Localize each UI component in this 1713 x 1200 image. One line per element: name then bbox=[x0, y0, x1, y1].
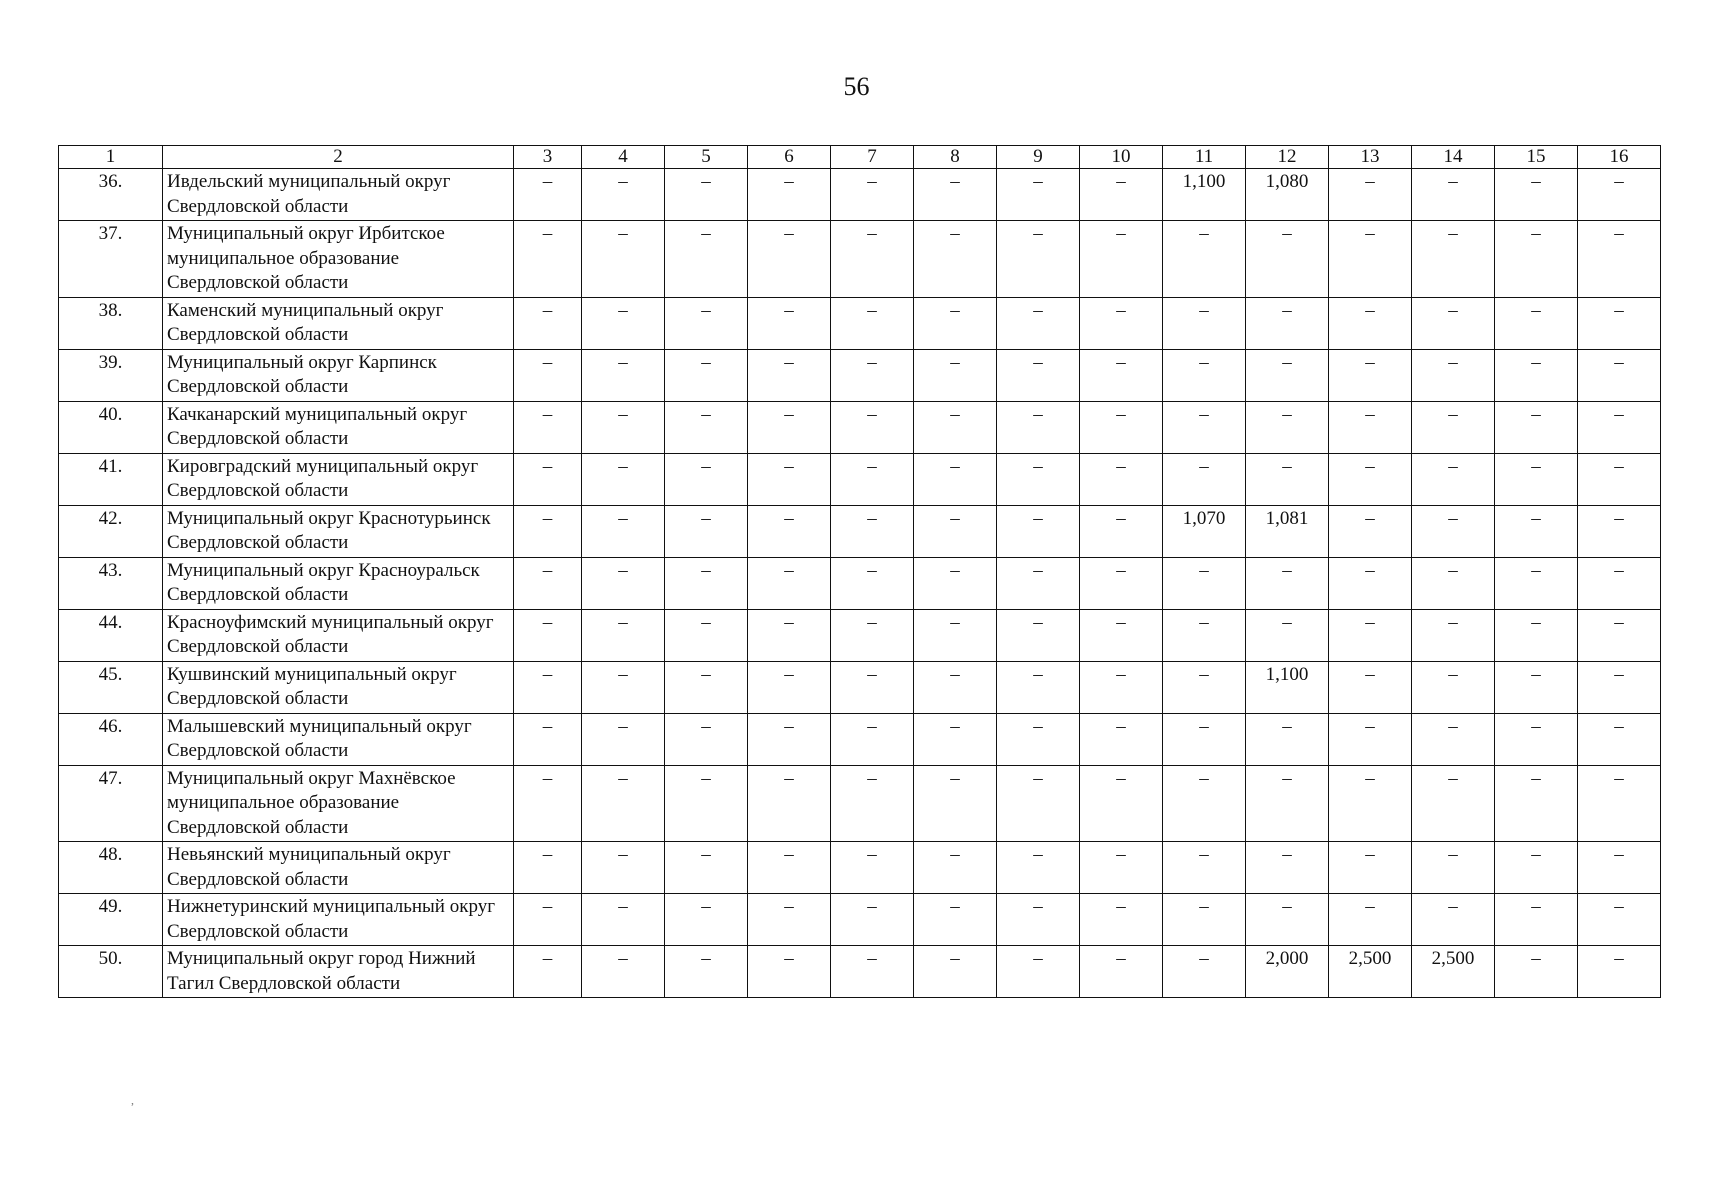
value-cell-col-7: – bbox=[831, 169, 914, 221]
value-cell-col-16: – bbox=[1578, 169, 1661, 221]
value-cell-col-14: – bbox=[1412, 505, 1495, 557]
value-cell-col-7: – bbox=[831, 842, 914, 894]
value-cell-col-6: – bbox=[748, 453, 831, 505]
municipality-name: Муниципальный округ Ирбитское муниципальное образование Свердловской области bbox=[163, 221, 514, 298]
table-row bbox=[59, 505, 1661, 557]
column-number-2: 2 bbox=[163, 146, 514, 169]
value-cell-col-3: – bbox=[514, 297, 582, 349]
value-cell-col-8: – bbox=[914, 609, 997, 661]
value-cell-col-12: – bbox=[1246, 765, 1329, 842]
value-cell-col-12: – bbox=[1246, 557, 1329, 609]
value-cell-col-10: – bbox=[1080, 349, 1163, 401]
value-cell-col-4: – bbox=[582, 349, 665, 401]
value-cell-col-5: – bbox=[665, 453, 748, 505]
value-cell-col-7: – bbox=[831, 401, 914, 453]
value-cell-col-3: – bbox=[514, 765, 582, 842]
value-cell-col-9: – bbox=[997, 221, 1080, 298]
value-cell-col-13: – bbox=[1329, 842, 1412, 894]
value-cell-col-15: – bbox=[1495, 765, 1578, 842]
value-cell-col-16: – bbox=[1578, 609, 1661, 661]
value-cell-col-9: – bbox=[997, 713, 1080, 765]
value-cell-col-13: – bbox=[1329, 297, 1412, 349]
value-cell-col-11: – bbox=[1163, 297, 1246, 349]
value-cell-col-11: – bbox=[1163, 349, 1246, 401]
value-cell-col-5: – bbox=[665, 505, 748, 557]
page-number: 56 bbox=[843, 72, 870, 101]
value-cell-col-4: – bbox=[582, 661, 665, 713]
row-number: 46. bbox=[59, 713, 163, 765]
value-cell-col-14: – bbox=[1412, 713, 1495, 765]
municipality-name: Невьянский муниципальный округ Свердловской области bbox=[163, 842, 514, 894]
value-cell-col-6: – bbox=[748, 661, 831, 713]
value-cell-col-12: – bbox=[1246, 349, 1329, 401]
value-cell-col-8: – bbox=[914, 453, 997, 505]
value-cell-col-15: – bbox=[1495, 842, 1578, 894]
value-cell-col-10: – bbox=[1080, 169, 1163, 221]
value-cell-col-6: – bbox=[748, 765, 831, 842]
value-cell-col-12: – bbox=[1246, 297, 1329, 349]
value-cell-col-13: – bbox=[1329, 661, 1412, 713]
value-cell-col-6: – bbox=[748, 505, 831, 557]
value-cell-col-9: – bbox=[997, 609, 1080, 661]
value-cell-col-10: – bbox=[1080, 661, 1163, 713]
value-cell-col-11: – bbox=[1163, 894, 1246, 946]
value-cell-col-13: – bbox=[1329, 557, 1412, 609]
row-number: 38. bbox=[59, 297, 163, 349]
value-cell-col-15: – bbox=[1495, 946, 1578, 998]
row-number: 43. bbox=[59, 557, 163, 609]
value-cell-col-16: – bbox=[1578, 661, 1661, 713]
value-cell-col-6: – bbox=[748, 609, 831, 661]
column-number-5: 5 bbox=[665, 146, 748, 169]
column-number-14: 14 bbox=[1412, 146, 1495, 169]
value-cell-col-10: – bbox=[1080, 946, 1163, 998]
value-cell-col-8: – bbox=[914, 765, 997, 842]
value-cell-col-13: 2,500 bbox=[1329, 946, 1412, 998]
row-number: 44. bbox=[59, 609, 163, 661]
municipality-name: Кушвинский муниципальный округ Свердловской области bbox=[163, 661, 514, 713]
value-cell-col-7: – bbox=[831, 297, 914, 349]
row-number: 42. bbox=[59, 505, 163, 557]
value-cell-col-4: – bbox=[582, 765, 665, 842]
value-cell-col-3: – bbox=[514, 713, 582, 765]
value-cell-col-7: – bbox=[831, 946, 914, 998]
row-number: 36. bbox=[59, 169, 163, 221]
row-number: 45. bbox=[59, 661, 163, 713]
value-cell-col-9: – bbox=[997, 765, 1080, 842]
value-cell-col-7: – bbox=[831, 765, 914, 842]
table-row bbox=[59, 842, 1661, 894]
value-cell-col-14: – bbox=[1412, 297, 1495, 349]
value-cell-col-8: – bbox=[914, 713, 997, 765]
row-number: 39. bbox=[59, 349, 163, 401]
value-cell-col-4: – bbox=[582, 297, 665, 349]
column-number-12: 12 bbox=[1246, 146, 1329, 169]
value-cell-col-11: – bbox=[1163, 453, 1246, 505]
value-cell-col-13: – bbox=[1329, 349, 1412, 401]
value-cell-col-10: – bbox=[1080, 453, 1163, 505]
value-cell-col-5: – bbox=[665, 842, 748, 894]
column-number-6: 6 bbox=[748, 146, 831, 169]
value-cell-col-5: – bbox=[665, 221, 748, 298]
row-number: 40. bbox=[59, 401, 163, 453]
column-number-11: 11 bbox=[1163, 146, 1246, 169]
value-cell-col-3: – bbox=[514, 505, 582, 557]
value-cell-col-7: – bbox=[831, 609, 914, 661]
value-cell-col-3: – bbox=[514, 946, 582, 998]
value-cell-col-16: – bbox=[1578, 297, 1661, 349]
value-cell-col-13: – bbox=[1329, 221, 1412, 298]
municipality-name: Муниципальный округ Махнёвское муниципальное образование Свердловской области bbox=[163, 765, 514, 842]
value-cell-col-6: – bbox=[748, 349, 831, 401]
value-cell-col-12: 1,080 bbox=[1246, 169, 1329, 221]
value-cell-col-11: – bbox=[1163, 713, 1246, 765]
value-cell-col-10: – bbox=[1080, 221, 1163, 298]
value-cell-col-9: – bbox=[997, 401, 1080, 453]
value-cell-col-4: – bbox=[582, 169, 665, 221]
row-number: 50. bbox=[59, 946, 163, 998]
value-cell-col-11: – bbox=[1163, 946, 1246, 998]
row-number: 49. bbox=[59, 894, 163, 946]
value-cell-col-7: – bbox=[831, 661, 914, 713]
municipality-name: Кировградский муниципальный округ Свердловской области bbox=[163, 453, 514, 505]
value-cell-col-16: – bbox=[1578, 557, 1661, 609]
table-row bbox=[59, 297, 1661, 349]
value-cell-col-5: – bbox=[665, 557, 748, 609]
value-cell-col-9: – bbox=[997, 842, 1080, 894]
value-cell-col-16: – bbox=[1578, 713, 1661, 765]
value-cell-col-12: – bbox=[1246, 842, 1329, 894]
value-cell-col-8: – bbox=[914, 221, 997, 298]
value-cell-col-13: – bbox=[1329, 894, 1412, 946]
value-cell-col-10: – bbox=[1080, 609, 1163, 661]
value-cell-col-8: – bbox=[914, 946, 997, 998]
value-cell-col-4: – bbox=[582, 221, 665, 298]
value-cell-col-9: – bbox=[997, 894, 1080, 946]
value-cell-col-13: – bbox=[1329, 401, 1412, 453]
value-cell-col-16: – bbox=[1578, 221, 1661, 298]
value-cell-col-15: – bbox=[1495, 557, 1578, 609]
value-cell-col-9: – bbox=[997, 453, 1080, 505]
value-cell-col-5: – bbox=[665, 401, 748, 453]
column-number-15: 15 bbox=[1495, 146, 1578, 169]
value-cell-col-7: – bbox=[831, 894, 914, 946]
value-cell-col-10: – bbox=[1080, 505, 1163, 557]
value-cell-col-13: – bbox=[1329, 713, 1412, 765]
column-number-16: 16 bbox=[1578, 146, 1661, 169]
value-cell-col-6: – bbox=[748, 894, 831, 946]
value-cell-col-4: – bbox=[582, 946, 665, 998]
column-number-3: 3 bbox=[514, 146, 582, 169]
value-cell-col-8: – bbox=[914, 894, 997, 946]
value-cell-col-6: – bbox=[748, 842, 831, 894]
value-cell-col-8: – bbox=[914, 505, 997, 557]
value-cell-col-11: 1,070 bbox=[1163, 505, 1246, 557]
value-cell-col-6: – bbox=[748, 169, 831, 221]
value-cell-col-6: – bbox=[748, 401, 831, 453]
value-cell-col-16: – bbox=[1578, 946, 1661, 998]
value-cell-col-5: – bbox=[665, 169, 748, 221]
table-row bbox=[59, 946, 1661, 998]
value-cell-col-14: – bbox=[1412, 401, 1495, 453]
value-cell-col-3: – bbox=[514, 453, 582, 505]
value-cell-col-10: – bbox=[1080, 557, 1163, 609]
municipality-name: Муниципальный округ Краснотурьинск Свердловской области bbox=[163, 505, 514, 557]
row-number: 47. bbox=[59, 765, 163, 842]
value-cell-col-10: – bbox=[1080, 297, 1163, 349]
value-cell-col-15: – bbox=[1495, 221, 1578, 298]
value-cell-col-11: – bbox=[1163, 842, 1246, 894]
row-number: 41. bbox=[59, 453, 163, 505]
value-cell-col-12: 1,100 bbox=[1246, 661, 1329, 713]
value-cell-col-9: – bbox=[997, 557, 1080, 609]
value-cell-col-8: – bbox=[914, 169, 997, 221]
value-cell-col-5: – bbox=[665, 609, 748, 661]
table-row bbox=[59, 401, 1661, 453]
value-cell-col-14: – bbox=[1412, 842, 1495, 894]
value-cell-col-13: – bbox=[1329, 453, 1412, 505]
value-cell-col-16: – bbox=[1578, 453, 1661, 505]
value-cell-col-14: – bbox=[1412, 894, 1495, 946]
value-cell-col-7: – bbox=[831, 713, 914, 765]
table-row bbox=[59, 661, 1661, 713]
column-number-8: 8 bbox=[914, 146, 997, 169]
value-cell-col-4: – bbox=[582, 453, 665, 505]
value-cell-col-14: – bbox=[1412, 609, 1495, 661]
value-cell-col-10: – bbox=[1080, 713, 1163, 765]
table-row bbox=[59, 765, 1661, 842]
value-cell-col-7: – bbox=[831, 505, 914, 557]
value-cell-col-6: – bbox=[748, 557, 831, 609]
value-cell-col-9: – bbox=[997, 505, 1080, 557]
value-cell-col-7: – bbox=[831, 349, 914, 401]
value-cell-col-15: – bbox=[1495, 609, 1578, 661]
value-cell-col-3: – bbox=[514, 557, 582, 609]
value-cell-col-9: – bbox=[997, 946, 1080, 998]
value-cell-col-6: – bbox=[748, 713, 831, 765]
value-cell-col-15: – bbox=[1495, 505, 1578, 557]
value-cell-col-5: – bbox=[665, 713, 748, 765]
value-cell-col-15: – bbox=[1495, 401, 1578, 453]
value-cell-col-15: – bbox=[1495, 894, 1578, 946]
municipality-name: Муниципальный округ город Нижний Тагил Свердловской области bbox=[163, 946, 514, 998]
value-cell-col-16: – bbox=[1578, 842, 1661, 894]
value-cell-col-8: – bbox=[914, 661, 997, 713]
value-cell-col-9: – bbox=[997, 297, 1080, 349]
value-cell-col-16: – bbox=[1578, 894, 1661, 946]
municipality-name: Малышевский муниципальный округ Свердловской области bbox=[163, 713, 514, 765]
column-number-13: 13 bbox=[1329, 146, 1412, 169]
value-cell-col-5: – bbox=[665, 297, 748, 349]
value-cell-col-16: – bbox=[1578, 505, 1661, 557]
value-cell-col-4: – bbox=[582, 713, 665, 765]
value-cell-col-4: – bbox=[582, 505, 665, 557]
value-cell-col-3: – bbox=[514, 349, 582, 401]
value-cell-col-3: – bbox=[514, 169, 582, 221]
value-cell-col-12: 1,081 bbox=[1246, 505, 1329, 557]
value-cell-col-5: – bbox=[665, 894, 748, 946]
municipality-name: Качканарский муниципальный округ Свердловской области bbox=[163, 401, 514, 453]
municipality-name: Муниципальный округ Красноуральск Свердловской области bbox=[163, 557, 514, 609]
value-cell-col-8: – bbox=[914, 349, 997, 401]
value-cell-col-5: – bbox=[665, 946, 748, 998]
value-cell-col-7: – bbox=[831, 453, 914, 505]
value-cell-col-10: – bbox=[1080, 894, 1163, 946]
value-cell-col-11: – bbox=[1163, 609, 1246, 661]
column-number-row bbox=[59, 146, 1661, 169]
value-cell-col-14: – bbox=[1412, 661, 1495, 713]
table-row bbox=[59, 894, 1661, 946]
value-cell-col-8: – bbox=[914, 842, 997, 894]
value-cell-col-5: – bbox=[665, 349, 748, 401]
value-cell-col-9: – bbox=[997, 661, 1080, 713]
scan-speck: , bbox=[131, 1093, 134, 1107]
value-cell-col-5: – bbox=[665, 661, 748, 713]
row-number: 48. bbox=[59, 842, 163, 894]
value-cell-col-14: – bbox=[1412, 221, 1495, 298]
column-number-7: 7 bbox=[831, 146, 914, 169]
value-cell-col-14: – bbox=[1412, 557, 1495, 609]
value-cell-col-4: – bbox=[582, 842, 665, 894]
column-number-10: 10 bbox=[1080, 146, 1163, 169]
value-cell-col-8: – bbox=[914, 297, 997, 349]
value-cell-col-11: – bbox=[1163, 401, 1246, 453]
value-cell-col-14: – bbox=[1412, 453, 1495, 505]
value-cell-col-12: – bbox=[1246, 713, 1329, 765]
municipality-name: Ивдельский муниципальный округ Свердловской области bbox=[163, 169, 514, 221]
municipality-name: Муниципальный округ Карпинск Свердловской области bbox=[163, 349, 514, 401]
value-cell-col-6: – bbox=[748, 221, 831, 298]
value-cell-col-6: – bbox=[748, 297, 831, 349]
table-row bbox=[59, 221, 1661, 298]
value-cell-col-16: – bbox=[1578, 401, 1661, 453]
value-cell-col-3: – bbox=[514, 609, 582, 661]
value-cell-col-3: – bbox=[514, 401, 582, 453]
column-number-4: 4 bbox=[582, 146, 665, 169]
value-cell-col-3: – bbox=[514, 894, 582, 946]
table-row bbox=[59, 453, 1661, 505]
column-number-1: 1 bbox=[59, 146, 163, 169]
municipality-name: Нижнетуринский муниципальный округ Свердловской области bbox=[163, 894, 514, 946]
value-cell-col-13: – bbox=[1329, 169, 1412, 221]
value-cell-col-15: – bbox=[1495, 453, 1578, 505]
value-cell-col-13: – bbox=[1329, 765, 1412, 842]
value-cell-col-11: – bbox=[1163, 557, 1246, 609]
value-cell-col-15: – bbox=[1495, 661, 1578, 713]
value-cell-col-12: – bbox=[1246, 453, 1329, 505]
value-cell-col-9: – bbox=[997, 169, 1080, 221]
value-cell-col-4: – bbox=[582, 557, 665, 609]
value-cell-col-15: – bbox=[1495, 297, 1578, 349]
value-cell-col-14: – bbox=[1412, 169, 1495, 221]
value-cell-col-7: – bbox=[831, 221, 914, 298]
value-cell-col-3: – bbox=[514, 842, 582, 894]
value-cell-col-15: – bbox=[1495, 713, 1578, 765]
value-cell-col-9: – bbox=[997, 349, 1080, 401]
value-cell-col-11: 1,100 bbox=[1163, 169, 1246, 221]
value-cell-col-12: – bbox=[1246, 401, 1329, 453]
value-cell-col-8: – bbox=[914, 557, 997, 609]
value-cell-col-3: – bbox=[514, 221, 582, 298]
value-cell-col-4: – bbox=[582, 894, 665, 946]
value-cell-col-11: – bbox=[1163, 221, 1246, 298]
value-cell-col-3: – bbox=[514, 661, 582, 713]
value-cell-col-4: – bbox=[582, 609, 665, 661]
municipality-name: Каменский муниципальный округ Свердловской области bbox=[163, 297, 514, 349]
value-cell-col-13: – bbox=[1329, 609, 1412, 661]
value-cell-col-16: – bbox=[1578, 765, 1661, 842]
value-cell-col-12: – bbox=[1246, 609, 1329, 661]
row-number: 37. bbox=[59, 221, 163, 298]
column-number-9: 9 bbox=[997, 146, 1080, 169]
table-row bbox=[59, 557, 1661, 609]
table-row bbox=[59, 713, 1661, 765]
value-cell-col-10: – bbox=[1080, 842, 1163, 894]
value-cell-col-8: – bbox=[914, 401, 997, 453]
value-cell-col-15: – bbox=[1495, 349, 1578, 401]
value-cell-col-12: 2,000 bbox=[1246, 946, 1329, 998]
value-cell-col-11: – bbox=[1163, 765, 1246, 842]
municipality-name: Красноуфимский муниципальный округ Свердловской области bbox=[163, 609, 514, 661]
value-cell-col-12: – bbox=[1246, 894, 1329, 946]
value-cell-col-13: – bbox=[1329, 505, 1412, 557]
value-cell-col-10: – bbox=[1080, 401, 1163, 453]
value-cell-col-6: – bbox=[748, 946, 831, 998]
value-cell-col-16: – bbox=[1578, 349, 1661, 401]
table-row bbox=[59, 609, 1661, 661]
value-cell-col-14: 2,500 bbox=[1412, 946, 1495, 998]
value-cell-col-5: – bbox=[665, 765, 748, 842]
value-cell-col-10: – bbox=[1080, 765, 1163, 842]
value-cell-col-4: – bbox=[582, 401, 665, 453]
value-cell-col-14: – bbox=[1412, 765, 1495, 842]
value-cell-col-7: – bbox=[831, 557, 914, 609]
table-row bbox=[59, 169, 1661, 221]
value-cell-col-15: – bbox=[1495, 169, 1578, 221]
data-table bbox=[58, 145, 1661, 998]
value-cell-col-11: – bbox=[1163, 661, 1246, 713]
value-cell-col-12: – bbox=[1246, 221, 1329, 298]
table-row bbox=[59, 349, 1661, 401]
value-cell-col-14: – bbox=[1412, 349, 1495, 401]
